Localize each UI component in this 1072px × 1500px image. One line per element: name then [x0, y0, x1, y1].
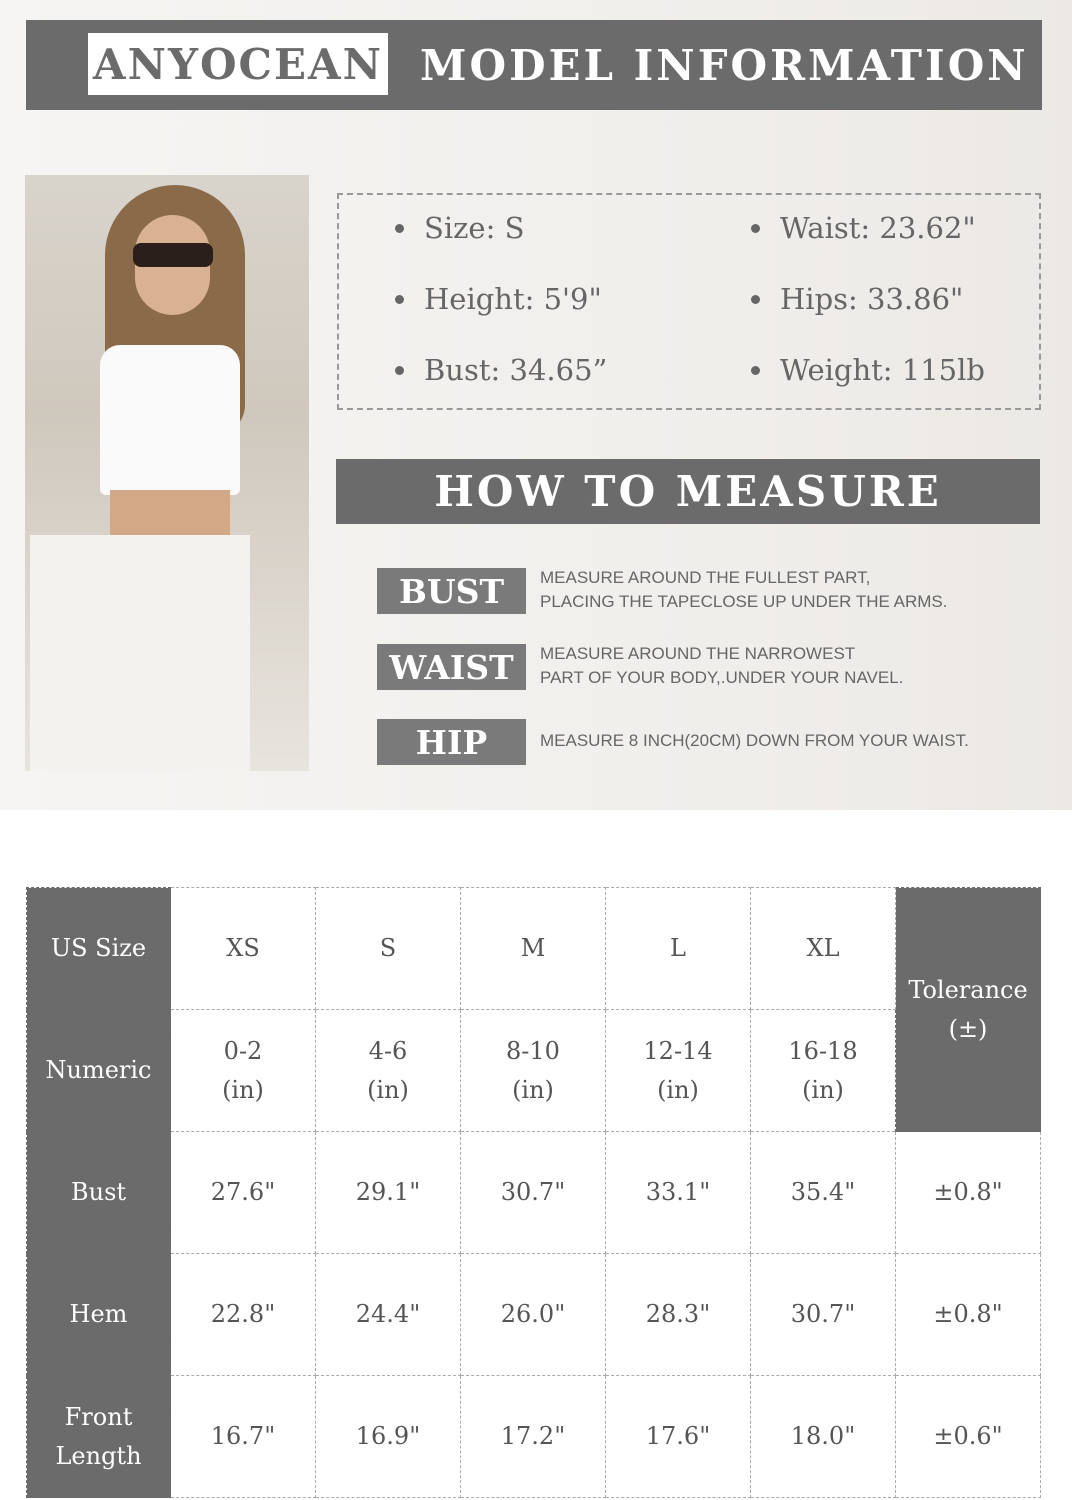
header-bar — [26, 20, 1042, 110]
model-hips: Hips: 33.86" — [751, 282, 963, 316]
value-cell: 24.4" — [316, 1254, 461, 1376]
table-row — [27, 1254, 1041, 1376]
model-weight: Weight: 115lb — [751, 353, 985, 387]
size-cell: XS — [171, 888, 316, 1010]
value-cell: 28.3" — [606, 1254, 751, 1376]
size-cell: XL — [751, 888, 896, 1010]
tolerance-cell: ±0.8" — [896, 1132, 1041, 1254]
value-cell: 30.7" — [751, 1254, 896, 1376]
measure-text-bust: MEASURE AROUND THE FULLEST PART, PLACING THE TAPECLOSE UP UNDER THE ARMS. — [540, 568, 948, 611]
measure-label-hip: HIP — [377, 719, 526, 765]
measure-label-waist: WAIST — [377, 644, 526, 690]
value-cell: 29.1" — [316, 1132, 461, 1254]
model-bust: Bust: 34.65” — [395, 353, 607, 387]
row-header: Hem — [27, 1254, 171, 1376]
model-info-box — [337, 193, 1041, 410]
value-cell: 17.2" — [461, 1376, 606, 1498]
row-header: Numeric — [27, 1010, 171, 1132]
tolerance-header: Tolerance (±) — [896, 888, 1041, 1132]
value-cell: 26.0" — [461, 1254, 606, 1376]
numeric-cell: 8-10 (in) — [461, 1010, 606, 1132]
numeric-cell: 4-6 (in) — [316, 1010, 461, 1132]
value-cell: 16.7" — [171, 1376, 316, 1498]
table-row — [27, 1376, 1041, 1498]
how-to-measure-title: HOW TO MEASURE — [336, 459, 1040, 524]
measure-text-waist: MEASURE AROUND THE NARROWEST PART OF YOUR BODY,.UNDER YOUR NAVEL. — [540, 644, 904, 687]
numeric-cell: 16-18 (in) — [751, 1010, 896, 1132]
size-cell: S — [316, 888, 461, 1010]
value-cell: 16.9" — [316, 1376, 461, 1498]
row-header: Front Length — [27, 1376, 171, 1498]
row-header: Bust — [27, 1132, 171, 1254]
table-row — [27, 1132, 1041, 1254]
size-cell: M — [461, 888, 606, 1010]
row-header: US Size — [27, 888, 171, 1010]
table-row-us-size — [27, 888, 1041, 1010]
tolerance-cell: ±0.8" — [896, 1254, 1041, 1376]
header-title: MODEL INFORMATION — [420, 40, 1029, 90]
value-cell: 27.6" — [171, 1132, 316, 1254]
model-photo — [25, 175, 309, 771]
value-cell: 22.8" — [171, 1254, 316, 1376]
size-cell: L — [606, 888, 751, 1010]
value-cell: 17.6" — [606, 1376, 751, 1498]
table-row-numeric — [27, 1010, 1041, 1132]
brand-logo: ANYOCEAN — [88, 33, 388, 95]
size-chart-table — [26, 887, 1041, 1498]
numeric-cell: 12-14 (in) — [606, 1010, 751, 1132]
value-cell: 18.0" — [751, 1376, 896, 1498]
measure-text-hip: MEASURE 8 INCH(20CM) DOWN FROM YOUR WAIST. — [540, 731, 969, 750]
model-waist: Waist: 23.62" — [751, 211, 976, 245]
model-size: Size: S — [395, 211, 524, 245]
value-cell: 35.4" — [751, 1132, 896, 1254]
value-cell: 30.7" — [461, 1132, 606, 1254]
numeric-cell: 0-2 (in) — [171, 1010, 316, 1132]
tolerance-cell: ±0.6" — [896, 1376, 1041, 1498]
measure-label-bust: BUST — [377, 568, 526, 614]
value-cell: 33.1" — [606, 1132, 751, 1254]
model-height: Height: 5'9" — [395, 282, 602, 316]
